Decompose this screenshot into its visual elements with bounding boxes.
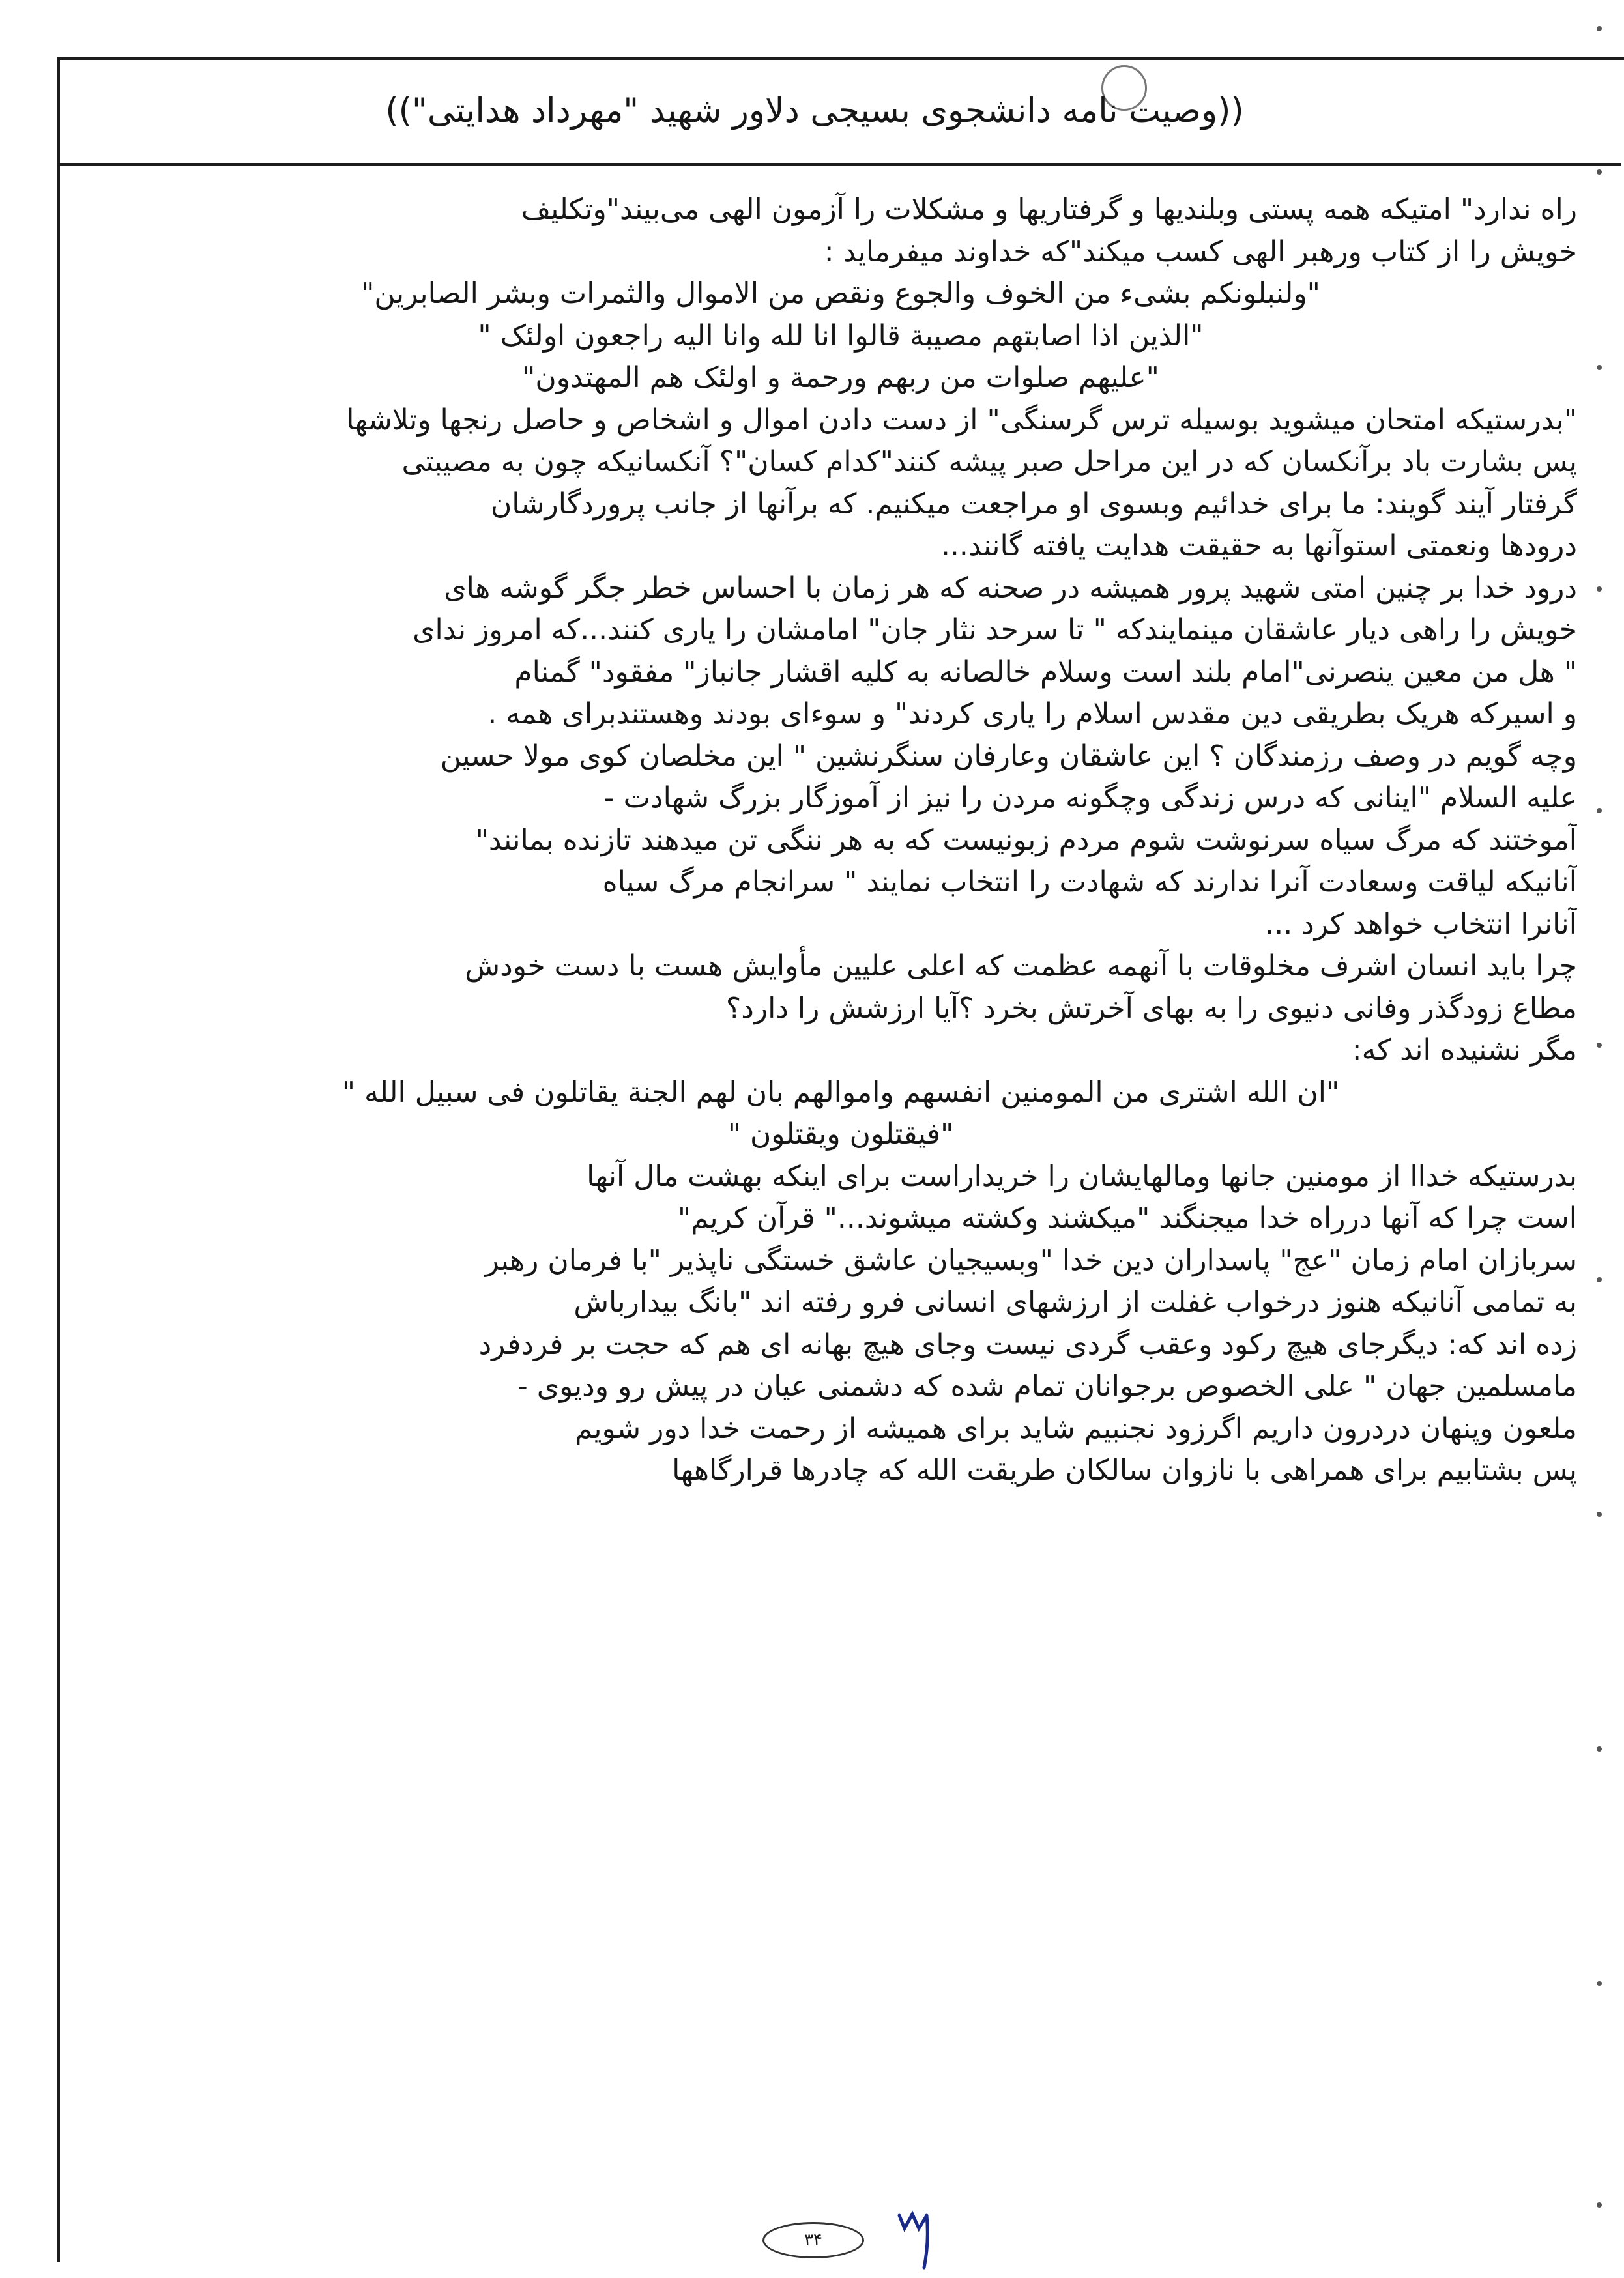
quran-verse-line: "فیقتلون ویقتلون " [727, 1117, 954, 1151]
text-line: درود خدا بر چنین امتی شهید پرور همیشه در صحنه که هر زمان با احساس خطر جگر گوشه های [444, 571, 1577, 605]
text-line: آموختند که مرگ سیاه سرنوشت شوم مردم زبونیست که به هر ننگی تن میدهند تازنده بمانند" [475, 823, 1577, 857]
text-line: ملعون وپنهان دردرون داریم اگرزود نجنبیم شاید برای همیشه از رحمت خدا دور شویم [574, 1411, 1577, 1445]
text-line: علیه السلام "اینانی که درس زندگی وچگونه مردن را نیز از آموزگار بزرگ شهادت - [603, 781, 1577, 815]
quran-verse-line: "ولنبلونکم بشیء من الخوف والجوع ونقص من الاموال والثمرات وبشر الصابرین" [361, 277, 1320, 310]
text-line: "بدرستیکه امتحان میشوید بوسیله ترس گرسنگی" از دست دادن اموال و اشخاص و حاصل رنجها وتلاشها [346, 403, 1577, 437]
text-line: مگر نشنیده اند که: [1352, 1033, 1577, 1067]
text-line: درودها ونعمتی استوآنها به حقیقت هدایت یافته گانند... [940, 529, 1577, 562]
text-line: خویش را راهی دیار عاشقان مینمایندکه " تا سرحد نثار جان" امامشان را یاری کنند...که امروز ندای [413, 613, 1577, 646]
text-line: بدرستیکه خداا از مومنین جانها ومالهایشان را خریداراست برای اینکه بهشت مال آنها [587, 1159, 1577, 1193]
text-line: پس بشارت باد برآنکسان که در این مراحل صبر پیشه کنند"کدام کسان"؟ آنکسانیکه چون به مصیبتی [401, 445, 1577, 478]
page-mark-text: ۳۴ [804, 2230, 822, 2250]
quran-verse-line: "ان الله اشتری من المومنین انفسهم واموالهم بان لهم الجنة یقاتلون فی سبیل الله " [341, 1075, 1340, 1109]
text-line: مامسلمین جهان " علی الخصوص برجوانان تمام شده که دشمنی عیان در پیش رو ودیوی - [517, 1370, 1577, 1403]
page-edge-perforation [1590, 0, 1610, 2278]
text-line: سربازان امام زمان "عج" پاسداران دین خدا "وبسیجیان عاشق خستگی ناپذیر "با فرمان رهبر [485, 1243, 1577, 1277]
handwritten-number-icon [886, 2202, 964, 2274]
header-separator [57, 163, 1621, 166]
text-line: چرا باید انسان اشرف مخلوقات با آنهمه عظمت که اعلی علیین مأوایش هست با دست خودش [465, 949, 1577, 983]
text-line: به تمامی آنانیکه هنوز درخواب غفلت از ارزشهای انسانی فرو رفته اند "بانگ بیدارباش [573, 1286, 1577, 1319]
text-line: پس بشتابیم برای همراهی با نازوان سالکان طریقت الله که چادرها قرارگاهها [672, 1454, 1577, 1487]
text-line: خویش را از کتاب ورهبر الهی کسب میکند"که خداوند میفرماید : [824, 235, 1577, 268]
quran-verse-line: "الذین اذا اصابتهم مصیبة قالوا انا لله وانا الیه راجعون اولئک " [478, 319, 1204, 353]
document-body [104, 189, 1577, 1492]
text-line: مطاع زودگذر وفانی دنیوی را به بهای آخرتش بخرد ؟آیا ارزشش را دارد؟ [725, 991, 1577, 1025]
text-line: و اسیرکه هریک بطریقی دین مقدس اسلام را یاری کردند" و سوءای بودند وهستندبرای همه . [487, 697, 1577, 730]
handwritten-page-number [886, 2202, 964, 2274]
page-number-stamp [762, 2222, 864, 2258]
text-line: گرفتار آیند گویند: ما برای خدائیم وبسوی او مراجعت میکنیم. که برآنها از جانب پروردگارشان [490, 487, 1577, 521]
text-line: آنانرا انتخاب خواهد کرد ... [1265, 907, 1577, 941]
text-line: " هل من معین ینصرنی"امام بلند است وسلام خالصانه به کلیه اقشار جانباز" مفقود" گمنام [514, 655, 1577, 689]
text-line: آنانیکه لیاقت وسعادت آنرا ندارند که شهادت را انتخاب نمایند " سرانجام مرگ سیاه [602, 865, 1577, 899]
text-line: زده اند که: دیگرجای هیچ رکود وعقب گردی نیست وجای هیچ بهانه ای هم که حجت بر فردفرد [478, 1327, 1577, 1361]
text-line: راه ندارد" امتیکه همه پستی وبلندیها و گرفتاریها و مشکلات را آزمون الهی می‌بیند"وتکلیف [521, 193, 1577, 226]
text-line: است چرا که آنها درراه خدا میجنگند "میکشند وکشته میشوند..." قرآن کریم" [677, 1202, 1577, 1235]
top-rule [57, 57, 1621, 60]
quran-verse-line: "علیهم صلوات من ربهم ورحمة و اولئک هم المهتدون" [522, 361, 1159, 394]
text-line: وچه گویم در وصف رزمندگان ؟ این عاشقان وعارفان سنگرنشین " این مخلصان کوی مولا حسین [440, 739, 1577, 773]
document-title: ((وصیت نامه دانشجوی بسیجی دلاور شهید "مهرداد هدایتی")) [385, 91, 1244, 130]
